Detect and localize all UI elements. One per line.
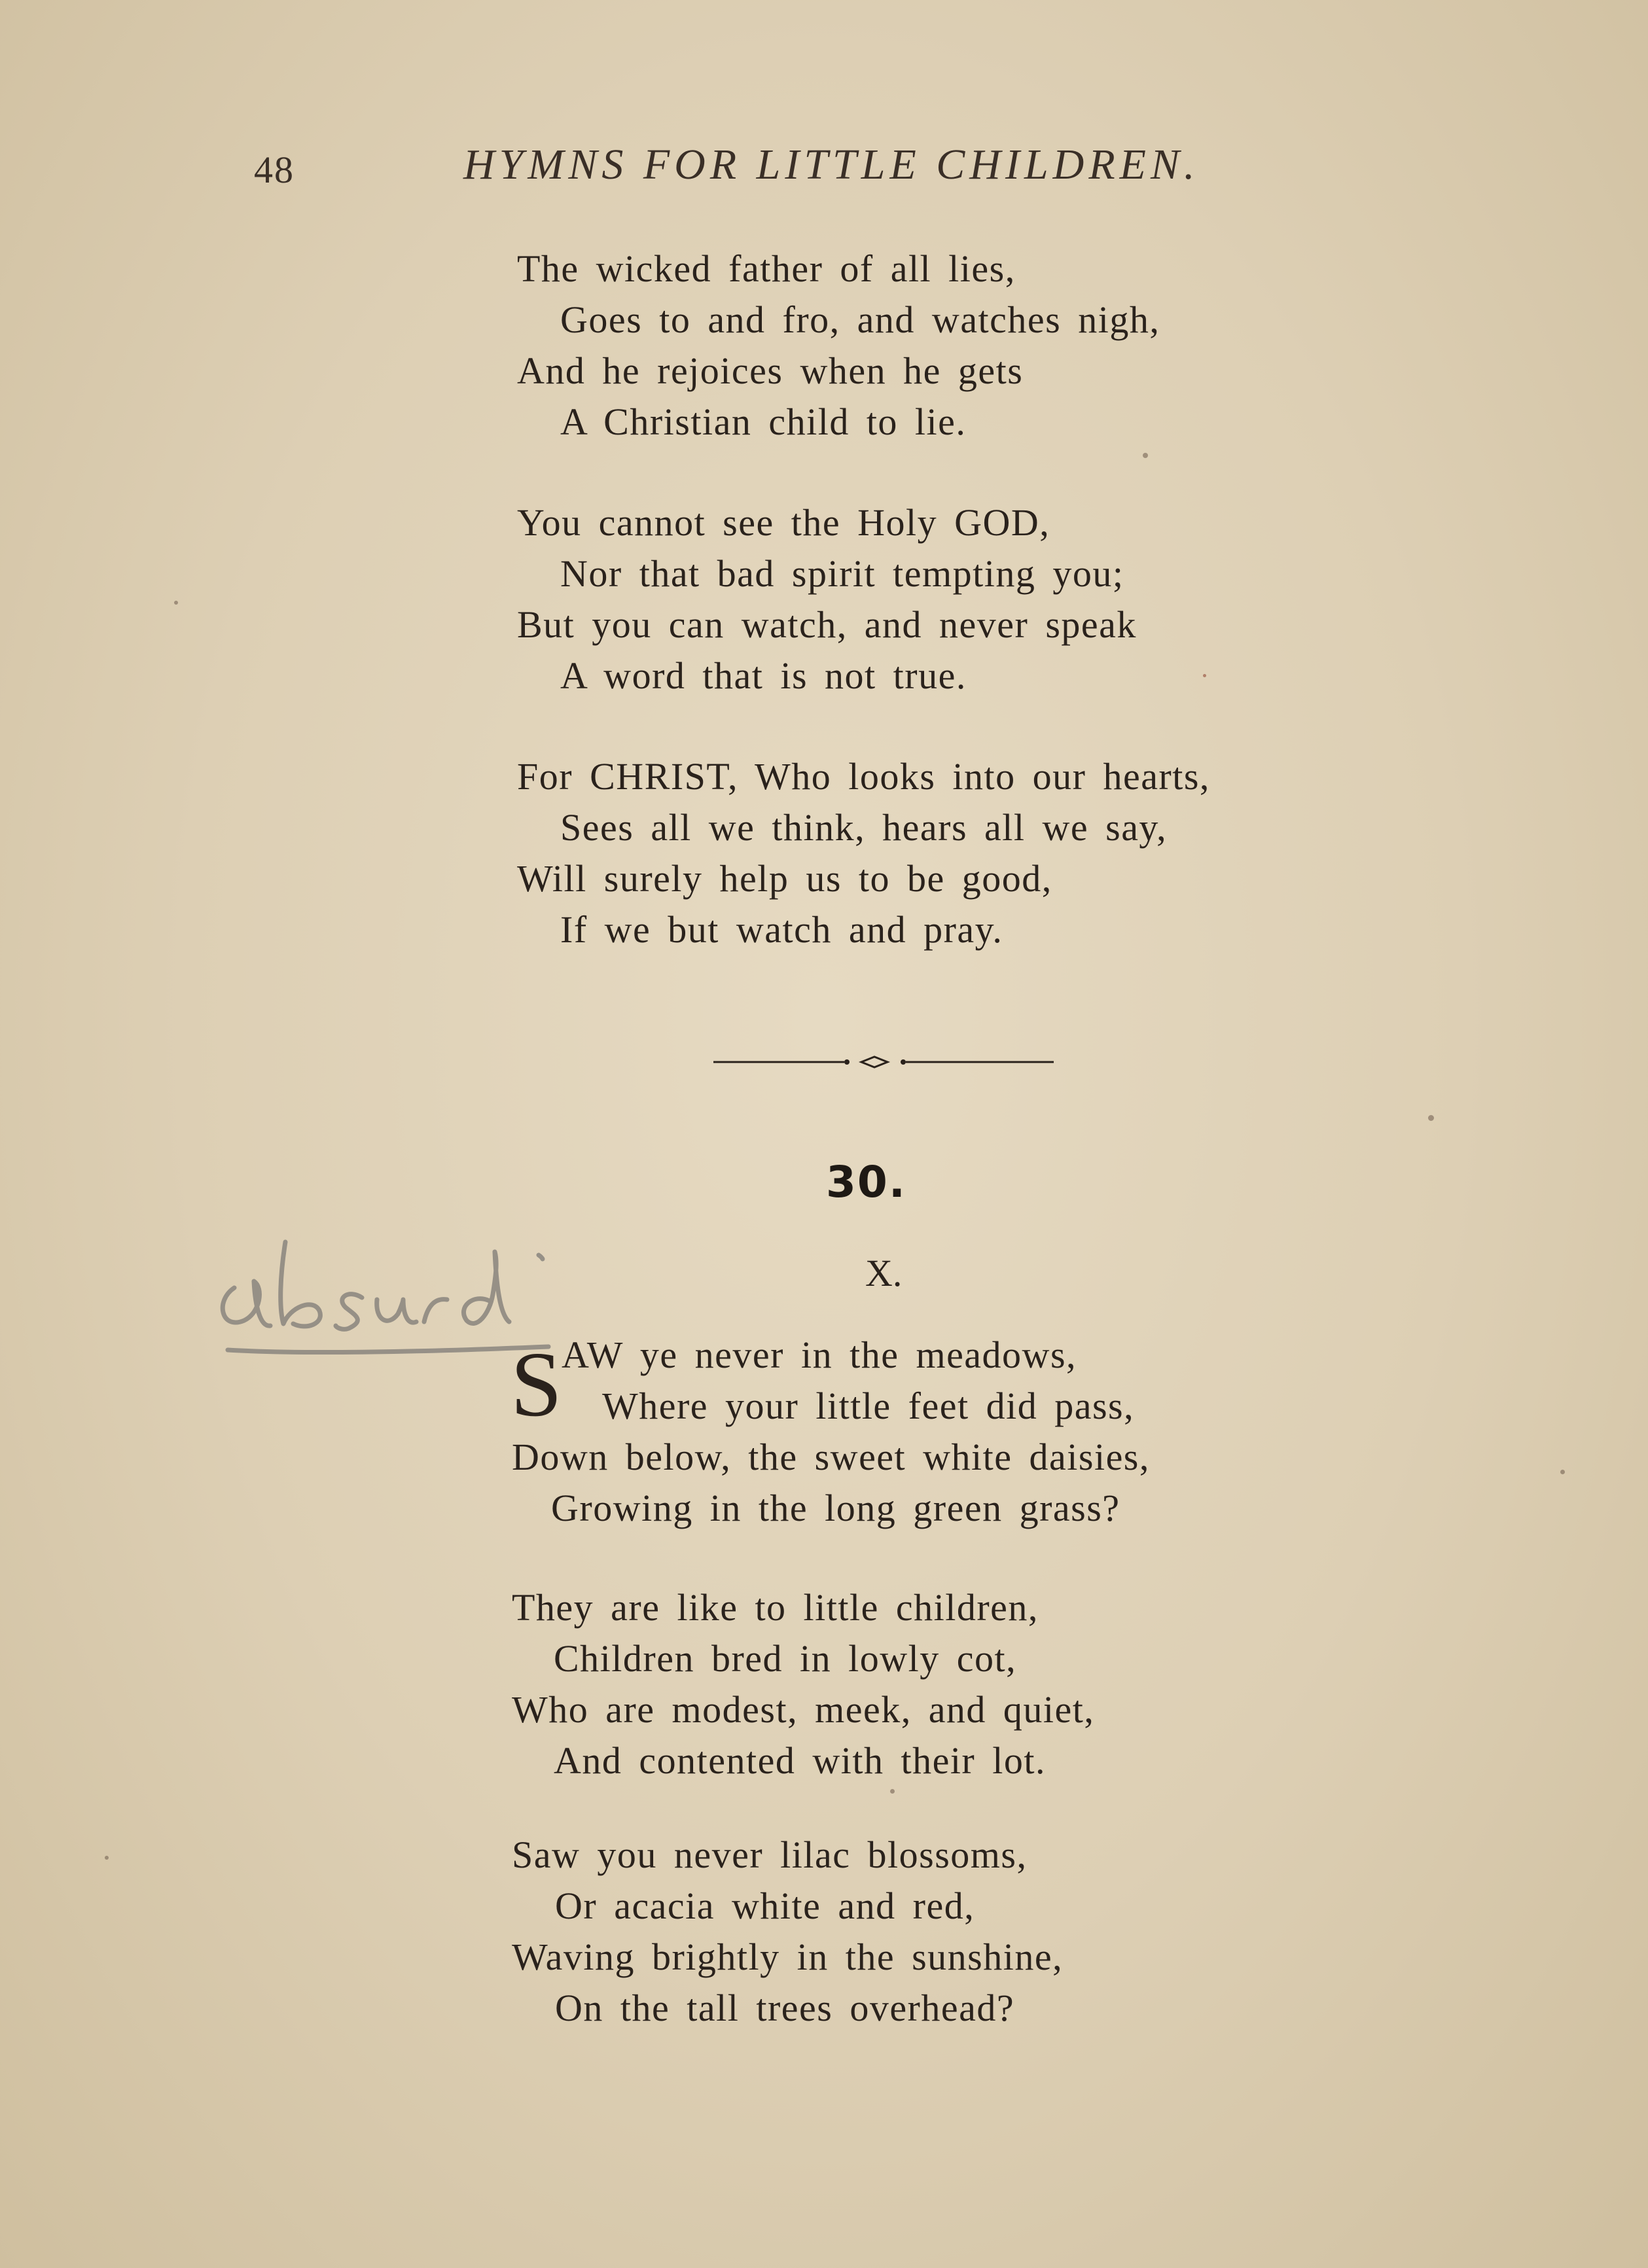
verse-line: Children bred in lowly cot, [554,1637,1017,1680]
paper-speck [105,1856,109,1860]
verse-line: Or acacia white and red, [555,1885,975,1927]
verse-line: They are like to little children, [512,1586,1039,1629]
verse-line: And he rejoices when he gets [517,349,1024,392]
verse-line: Waving brightly in the sunshine, [512,1936,1064,1978]
verse-line: Who are modest, meek, and quiet, [512,1688,1095,1731]
hymn-roman-numeral: X. [865,1252,903,1294]
verse-line: Growing in the long green grass? [551,1487,1120,1529]
drop-cap: S [511,1332,562,1436]
verse-line: Where your little feet did pass, [602,1385,1135,1427]
hymn-number: 30. [826,1157,906,1207]
verse-line: Nor that bad spirit tempting you; [560,552,1124,595]
verse-line: AW ye never in the meadows, [562,1334,1077,1376]
verse-line: Down below, the sweet white daisies, [512,1436,1150,1478]
verse-line: You cannot see the Holy GOD, [517,501,1050,544]
paper-speck [1143,453,1148,458]
paper-speck [1560,1470,1565,1474]
verse-line: A Christian child to lie. [560,400,967,443]
verse-line: If we but watch and pray. [560,908,1003,951]
paper-speck [1428,1115,1434,1121]
verse-line: The wicked father of all lies, [517,247,1016,290]
page-number: 48 [254,149,295,191]
verse-line: And contented with their lot. [554,1739,1046,1782]
verse-line: On the tall trees overhead? [555,1987,1015,2029]
verse-line: Will surely help us to be good, [517,857,1052,900]
verse-line: Saw you never lilac blossoms, [512,1834,1028,1876]
paper-speck [890,1789,895,1794]
ornament-divider-icon [713,1052,1054,1072]
running-title: HYMNS FOR LITTLE CHILDREN. [463,141,1200,188]
paper-speck [1203,674,1206,677]
verse-line: But you can watch, and never speak [517,603,1137,646]
paper-speck [174,601,178,605]
verse-line: For CHRIST, Who looks into our hearts, [517,755,1210,798]
verse-line: Sees all we think, hears all we say, [560,806,1168,849]
verse-line: A word that is not true. [560,654,967,697]
verse-line: Goes to and fro, and watches nigh, [560,298,1160,341]
